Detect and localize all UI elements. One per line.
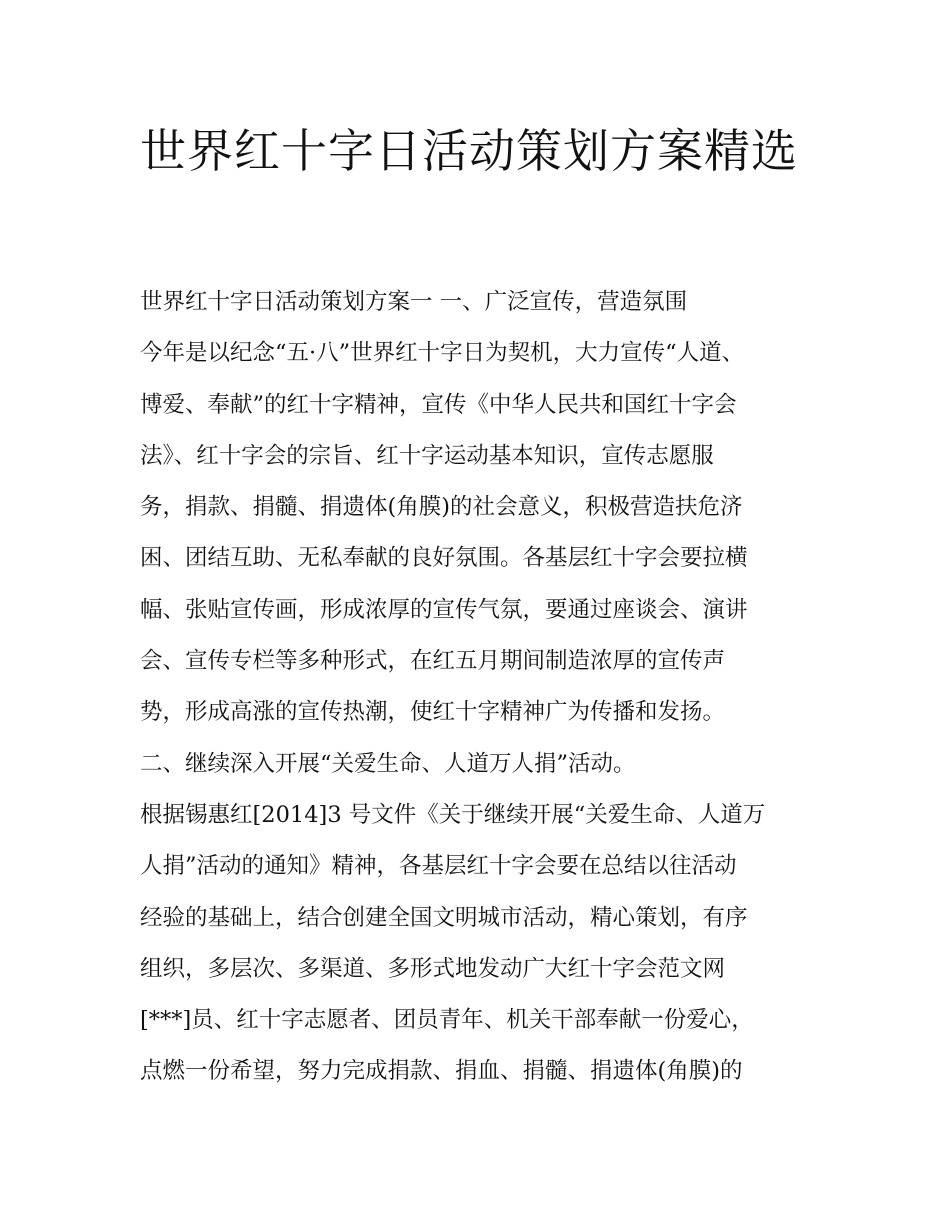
text-line: 人捐”活动的通知》精神，各基层红十字会要在总结以往活动: [140, 853, 737, 880]
text-line: 根据锡惠红[2014]3 号文件《关于继续开展“关爱生命、人道万: [140, 801, 766, 828]
text-line: 组织，多层次、多渠道、多形式地发动广大红十字会范文网: [140, 955, 726, 982]
text-line: 会、宣传专栏等多种形式，在红五月期间制造浓厚的宣传声: [140, 648, 726, 675]
text-line: 务，捐款、捐髓、捐遗体(角膜)的社会意义，积极营造扶危济: [140, 494, 743, 521]
text-line: 点燃一份希望，努力完成捐款、捐血、捐髓、捐遗体(角膜)的: [140, 1058, 743, 1085]
text-line: 势，形成高涨的宣传热潮，使红十字精神广为传播和发扬。: [140, 699, 726, 726]
document-body: [140, 277, 820, 1098]
text-line: 二、继续深入开展“关爱生命、人道万人捐”活动。: [140, 750, 636, 777]
text-line: 经验的基础上，结合创建全国文明城市活动，精心策划，有序: [140, 904, 748, 931]
text-line: [***]员、红十字志愿者、团员青年、机关干部奉献一份爱心，: [140, 1007, 754, 1034]
text-line: 法》、红十字会的宗旨、红十字运动基本知识，宣传志愿服: [140, 442, 714, 469]
document-title: 世界红十字日活动策划方案精选: [140, 124, 798, 178]
text-line: 今年是以纪念“五·八”世界红十字日为契机，大力宣传“人道、: [140, 340, 745, 367]
text-line: 博爱、奉献”的红十字精神，宣传《中华人民共和国红十字会: [140, 391, 737, 418]
text-line: 困、团结互助、无私奉献的良好氛围。各基层红十字会要拉横: [140, 545, 748, 572]
text-line: 幅、张贴宣传画，形成浓厚的宣传气氛，要通过座谈会、演讲: [140, 596, 748, 623]
text-line: 世界红十字日活动策划方案一 一、广泛宣传，营造氛围: [140, 289, 688, 315]
